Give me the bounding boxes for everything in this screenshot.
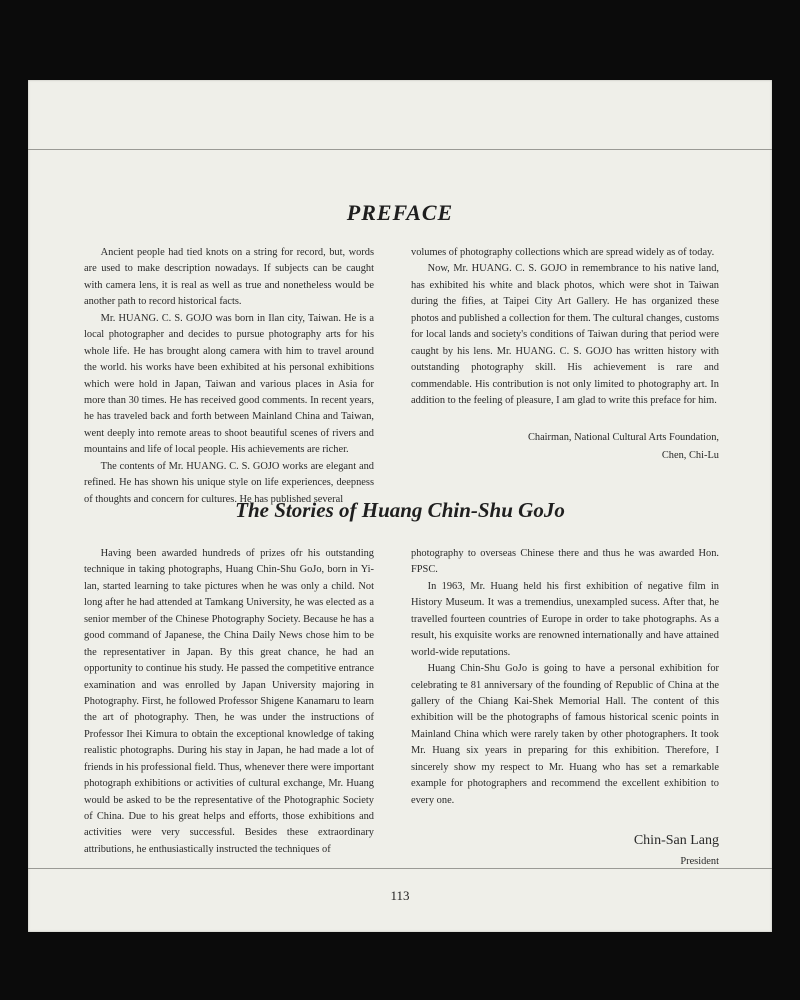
stories-title: The Stories of Huang Chin-Shu GoJo xyxy=(235,498,565,522)
bottom-rule xyxy=(28,868,772,869)
stories-signature-title: President xyxy=(680,855,719,867)
stories-left-column xyxy=(84,546,374,858)
preface-title: PREFACE xyxy=(346,200,454,225)
stories-signature-name: Chin-San Lang xyxy=(633,833,719,848)
stories-paragraph: In 1963, Mr. Huang held his first exhibition of negative film in History Museum. It was a tremendius, unexampled sucess. After that, he travelled fourteen countries of Europe in order to take photographs. As a result, his exquisite works are renowned internationally and have attained world-wide reputations. xyxy=(411,580,719,658)
preface-signature xyxy=(411,429,719,464)
top-rule xyxy=(28,149,772,150)
preface-paragraph: Ancient people had tied knots on a string for record, but, words are used to make description nowadays. If subjects can be caught with camera lens, it is real as well as true and nonetheless would be another path to record historical facts. xyxy=(84,247,374,308)
preface-left-column xyxy=(84,245,374,508)
preface-right-column xyxy=(411,245,719,465)
stories-paragraph: Huang Chin-Shu GoJo is going to have a personal exhibition for celebrating te 81 anniversary of the founding of Republic of China at the gallery of the Chiang Kai-Shek Memorial Hall. The content of this exhibition will be the photographs of famous historical scenic points in Mainland China which were rarely taken by other photographers. It took Mr. Huang six years in preparing for this exhibition. Therefore, I sincerely show my respect to Mr. Huang who has set a remarkable example for photographers and recommend the excellent exhibition to every one. xyxy=(411,663,719,806)
preface-paragraph: Mr. HUANG. C. S. GOJO was born in Ilan city, Taiwan. He is a local photographer and decides to pursue photography arts for his whole life. He has brought along camera with him to travel around the world. his works have been exhibited at his personal exhibitions which were hold in Japan, Taiwan and various places in Asia for more than 30 times. He has received good comments. In recent years, he has traveled back and forth between Mainland China and Taiwan, went deeply into remote areas to shoot beautiful scenes of rivers and mountains and life of local people. His achievements are richer. xyxy=(84,312,374,456)
stories-paragraph: photography to overseas Chinese there and thus he was awarded Hon. FPSC. xyxy=(411,548,719,576)
stories-paragraph: Having been awarded hundreds of prizes ofr his outstanding technique in taking photographs, Huang Chin-Shu GoJo, born in Yi-lan, started learning to take pictures when he was only a child. Not long after he had attended at Tamkang University, he was elected as a senior member of the Chinese Photography Society. Because he has a good command of Japanese, the China Daily News chose him to be the representativer in Japan. By this great chance, he had an opportunity to continue his study. He passed the competitive entrance examination and was enrolled by Japan University majoring in Photography. First, he followed Professor Shigene Kanamaru to learn the art of photography. Then, he was under the instructions of Professor Ihei Kimura to obtain the exceptional knowledge of taking realistic photographs. During his stay in Japan, he had made a lot of friends in his professional field. Thus, whenever there were important photograph exhibitions or activities of cultural exchange, Mr. Huang would be asked to be the representative of the Photographic Society of China. Due to his great helps and efforts, those exhibitions and activities were very successful. Besides these extraordinary attributions, he enthusiastically instructed the techniques of xyxy=(84,548,374,855)
page-number: 113 xyxy=(390,888,410,903)
preface-paragraph: Now, Mr. HUANG. C. S. GOJO in remembrance to his native land, has exhibited his white and black photos, which were shot in Taiwan during the fifies, at Taipei City Art Gallery. He has organized these photos and published a collection for them. The cultural changes, customs for local lands and society's conditions of Taiwan during that period were caught by his lens. Mr. HUANG. C. S. GOJO has written history with outstanding photography skill. His achievement is rare and commendable. His contribution is not only limited to photography art. In addition to the feeling of pleasure, I am glad to write this preface for him. xyxy=(411,263,719,406)
preface-paragraph: volumes of photography collections which are spread widely as of today. xyxy=(411,247,715,258)
book-page xyxy=(28,80,772,932)
preface-paragraph: The contents of Mr. HUANG. C. S. GOJO works are elegant and refined. He has shown his unique style on life experiences, deepness of thoughts and concern for cultures. He has published several xyxy=(84,460,374,505)
preface-signature-title: Chairman, National Cultural Arts Foundation, xyxy=(527,432,719,444)
stories-signature xyxy=(411,829,719,870)
stories-right-column xyxy=(411,546,719,870)
preface-signature-name: Chen, Chi-Lu xyxy=(661,450,719,462)
